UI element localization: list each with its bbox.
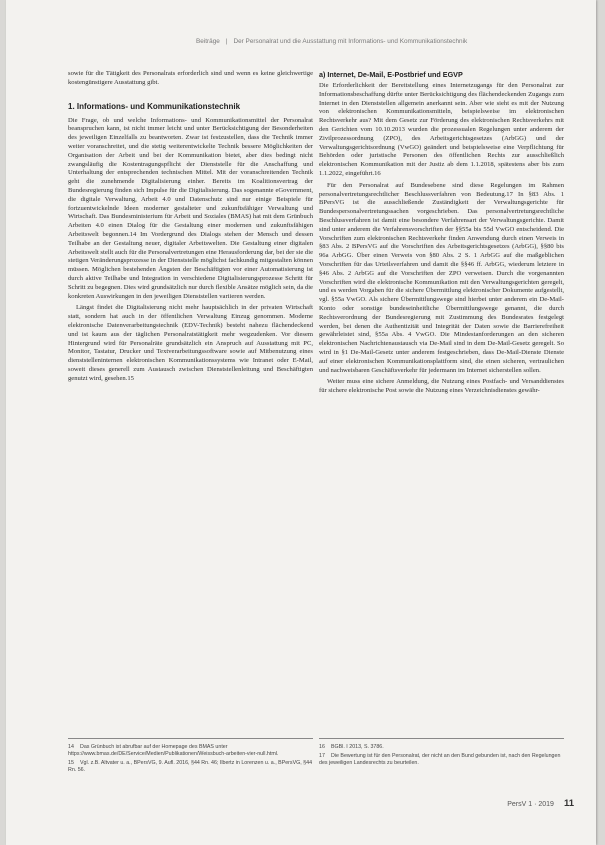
right-paragraph-3: Weiter muss eine sichere Anmeldung, die Nutzung eines Postfach- und Versanddienstes für sichere elektronische Post sowie die Nutzung eines Verzeichnisdienstes gewähr-	[319, 378, 564, 395]
footnote-divider-left	[68, 738, 313, 739]
right-paragraph-2: Für den Personalrat auf Bundesebene sind diese Regelungen im Rahmen personalvertretungsrechtlicher Beschlussverfahren von Bedeutung.17 In §83 Abs. 1 BPersVG ist die ausschließende Zuständigkeit der Verwaltungsgerichte für Bundespersonalvertretungssachen vorgeschrieben. Das personalvertretungsrechtliche Beschlussverfahren ist damit eine besondere Verfahrensart der Verwaltungsgerichte. Damit sind unter anderem die Verfahrensvorschriften der §§55a bis 55d VwGO entscheidend. Die Vorschriften zum elektronischen Rechtsverkehr finden Anwendung durch einen Verweis in §83 Abs. 2 BPersVG auf die Vorschriften des Arbeitsgerichtsgesetzes (ArbGG), §§80 bis 96a ArbGG. Über einen Verweis von §80 Abs. 2 S. 1 ArbGG auf die maßgeblichen Vorschriften für das Urteilsverfahren und damit die §§46 ff. ArbGG, wiederum letztere in §46 Abs. 2 ArbGG auf die Vorschriften der ZPO verweisen. Durch die vorgenannten Vorschriften wird die elektronische Kommunikation mit den Verwaltungsgerichten geregelt, und es werden Vorgaben für die sichere Übermittlung elektronischer Dokumente aufgestellt, vgl. §55a VwGO. Als sichere Übermittlungswege sind hierbei unter anderem ein De-Mail-Konto oder sonstige bundeseinheitliche Übermittlungswege genannt, die durch Rechtsverordnung der Bundesregierung mit Zustimmung des Bundesrates festgelegt werden, bei denen die Authentizität und Integrität der Daten sowie die Barrierefreiheit gewährleistet sind, §55a Abs. 4 VwGO. Die Mindestanforderungen an den sicheren elektronischen Nachrichtenaustausch via De-Mail sind in dem De-Mail-Gesetz geregelt. So wird in §1 De-Mail-Gesetz unter anderem festgeschrieben, dass De-Mail-Dienste Dienste auf einer elektronischen Kommunikationsplattform sind, die einen sicheren, vertraulichen und nachweisbaren Geschäftsverkehr für jedermann im Internet sicherstellen sollen.	[319, 181, 564, 374]
footnote-text: BGBl. I 2013, S. 3786.	[331, 744, 384, 750]
footnote-number: 15	[68, 760, 74, 766]
footnote-text: Vgl. z.B. Altvater u. a., BPersVG, 9. Aufl. 2016, §44 Rn. 46; Ilbertz in Lorenzen u. a., BPersVG, §44 Rn. 56.	[68, 760, 313, 773]
left-paragraph-1: Die Frage, ob und welche Informations- und Kommunikationsmittel der Personalrat beanspruchen kann, ist nicht immer leicht und unter Berücksichtigung der Besonderheiten des jeweiligen Einzelfalls zu beantworten. Zwar ist festzustellen, dass die Technik immer weiter voranschreitet, und die stetig weiterentwickelte Technik bessere Möglichkeiten der Organisation der Arbeit und bei der Kommunikation bietet, aber dies bedingt nicht zwangsläufig die Kostentragungspflicht der Dienststelle für die Anschaffung und Unterhaltung der entsprechenden technischen Mittel. Mit der voranschreitenden Technik geht die zunehmende Digitalisierung einher. Bereits im Koalitionsvertrag der Bundesregierung finden sich Impulse für die Digitalisierung. Das sogenannte eGovernment, die digitale Verwaltung, Arbeit 4.0 und Datenschutz sind nur einige Beispiele für fortzuentwickelnde Ideen moderner gestalteter und zukunftsfähiger Verwaltung und Wirtschaft. Das Bundesministerium für Arbeit und Soziales (BMAS) hat mit dem Grünbuch Arbeiten 4.0 einen Dialog für die Gestaltung einer modernen und zukunftsfähigen Arbeitswelt begonnen.14 Im Vordergrund des Dialogs stehen der Mensch und dessen Teilhabe an der Gestaltung neuer, digitaler Arbeitswelten. Die Gestaltung einer digitalen Arbeitswelt stellt auch für die Personalvertretungen eine Herausforderung dar, bei der sie die stetigen Veränderungsprozesse in der Dienststelle möglichst fachkundig mitgestalten können müssen. Möglichen bestehenden Ängsten der Beschäftigten vor einer Automatisierung ist durch aktive Teilhabe und Integration in verschiedene Digitalisierungsprozesse Schritt für Schritt zu begegnen. Dies wird grundsätzlich nur durch flexible Ansätze möglich sein, da die konkreten Auswirkungen in den jeweiligen Dienststellen variieren werden.	[68, 116, 313, 300]
left-paragraph-2: Längst findet die Digitalisierung nicht mehr hauptsächlich in der privaten Wirtschaft statt, sondern hat auch in der öffentlichen Verwaltung Einzug genommen. Moderne elektronische Datenverarbeitungstechnik (EDV-Technik) besteht nahezu flächendeckend und ist kaum aus der täglichen Personalratstätigkeit mehr wegzudenken. Vor diesem Hintergrund wird für Personalräte grundsätzlich ein Anspruch auf Ausstattung mit PC, Monitor, Tastatur, Drucker und Textverarbeitungssoftware sowie auf Mitbenutzung eines dienststelleninternen elektronischen Kommunikationssystems wie Intranet oder E-Mail, soweit dieses generell zum Austausch zwischen Dienststellenleitung und Beschäftigten genutzt wird, gesehen.15	[68, 304, 313, 382]
page-footer	[507, 793, 574, 811]
running-head-title: Der Personalrat und die Ausstattung mit Informations- und Kommunikationstechnik	[233, 38, 468, 45]
right-column	[319, 70, 564, 399]
footnotes-right	[319, 744, 564, 769]
footnote	[68, 760, 313, 774]
footnote-number: 17	[319, 753, 325, 759]
section-heading: 1. Informations- und Kommunikationstechnik	[68, 101, 241, 111]
left-intro-paragraph: sowie für die Tätigkeit des Personalrats erforderlich sind und wenn es keine gleichwertige kostengünstigere Ausstattung gibt.	[68, 70, 313, 86]
right-paragraph-1: Die Erforderlichkeit der Bereitstellung eines Internetzugangs für den Personalrat zur Informationsbeschaffung dürfte unter Berücksichtigung des flächendeckenden Zugangs zum Internet in den Dienststellen allgemein anerkannt sein. Aber wie sieht es mit der Nutzung von elektronischen Kommunikationsmitteln, beispielsweise im elektronischen Rechtsverkehr aus? Mit dem Gesetz zur Förderung des elektronischen Rechtsverkehrs mit den Gerichten vom 10.10.2013 wurden die prozessualen Regelungen unter anderem der Zivilprozessordnung (ZPO), des Arbeitsgerichtsgesetzes (ArbGG) und der Verwaltungsgerichtsordnung (VwGO) geändert und beispielsweise eine Verpflichtung für Behörden oder juristische Personen des öffentlichen Rechts zur ausschließlich elektronischen Kommunikation mit der Justiz ab dem 1.1.2018, spätestens aber bis zum 1.1.2022, eingeführt.16	[319, 82, 564, 177]
subsection-heading: a) Internet, De-Mail, E-Postbrief und EGVP	[319, 70, 463, 79]
left-column	[68, 70, 313, 387]
footnote-number: 14	[68, 744, 74, 750]
issue-label: PersV 1 · 2019	[507, 801, 554, 808]
footnote-text: Die Bewertung ist für den Personalrat, der nicht an den Bund gebunden ist, nach den Regelungen des jeweiligen Landesrechts zu beurteilen.	[319, 753, 561, 766]
footnote	[319, 744, 564, 751]
running-head: Beiträge | Der Personalrat und die Ausstattung mit Informations- und Kommunikationstechnik	[196, 38, 468, 45]
footnote-divider-right	[319, 738, 564, 739]
running-head-label: Beiträge	[196, 38, 220, 45]
footnotes-left	[68, 744, 313, 776]
document-page	[6, 0, 596, 845]
footnote	[68, 744, 313, 758]
page-number: 11	[563, 798, 574, 809]
footnote-text: Das Grünbuch ist abrufbar auf der Homepage des BMAS unter https://www.bmas.de/DE/Service/Medien/Publikationen/Weissbuch-arbeiten-vier-null.html.	[68, 744, 279, 757]
footnote-number: 16	[319, 744, 325, 750]
footnote	[319, 753, 564, 767]
